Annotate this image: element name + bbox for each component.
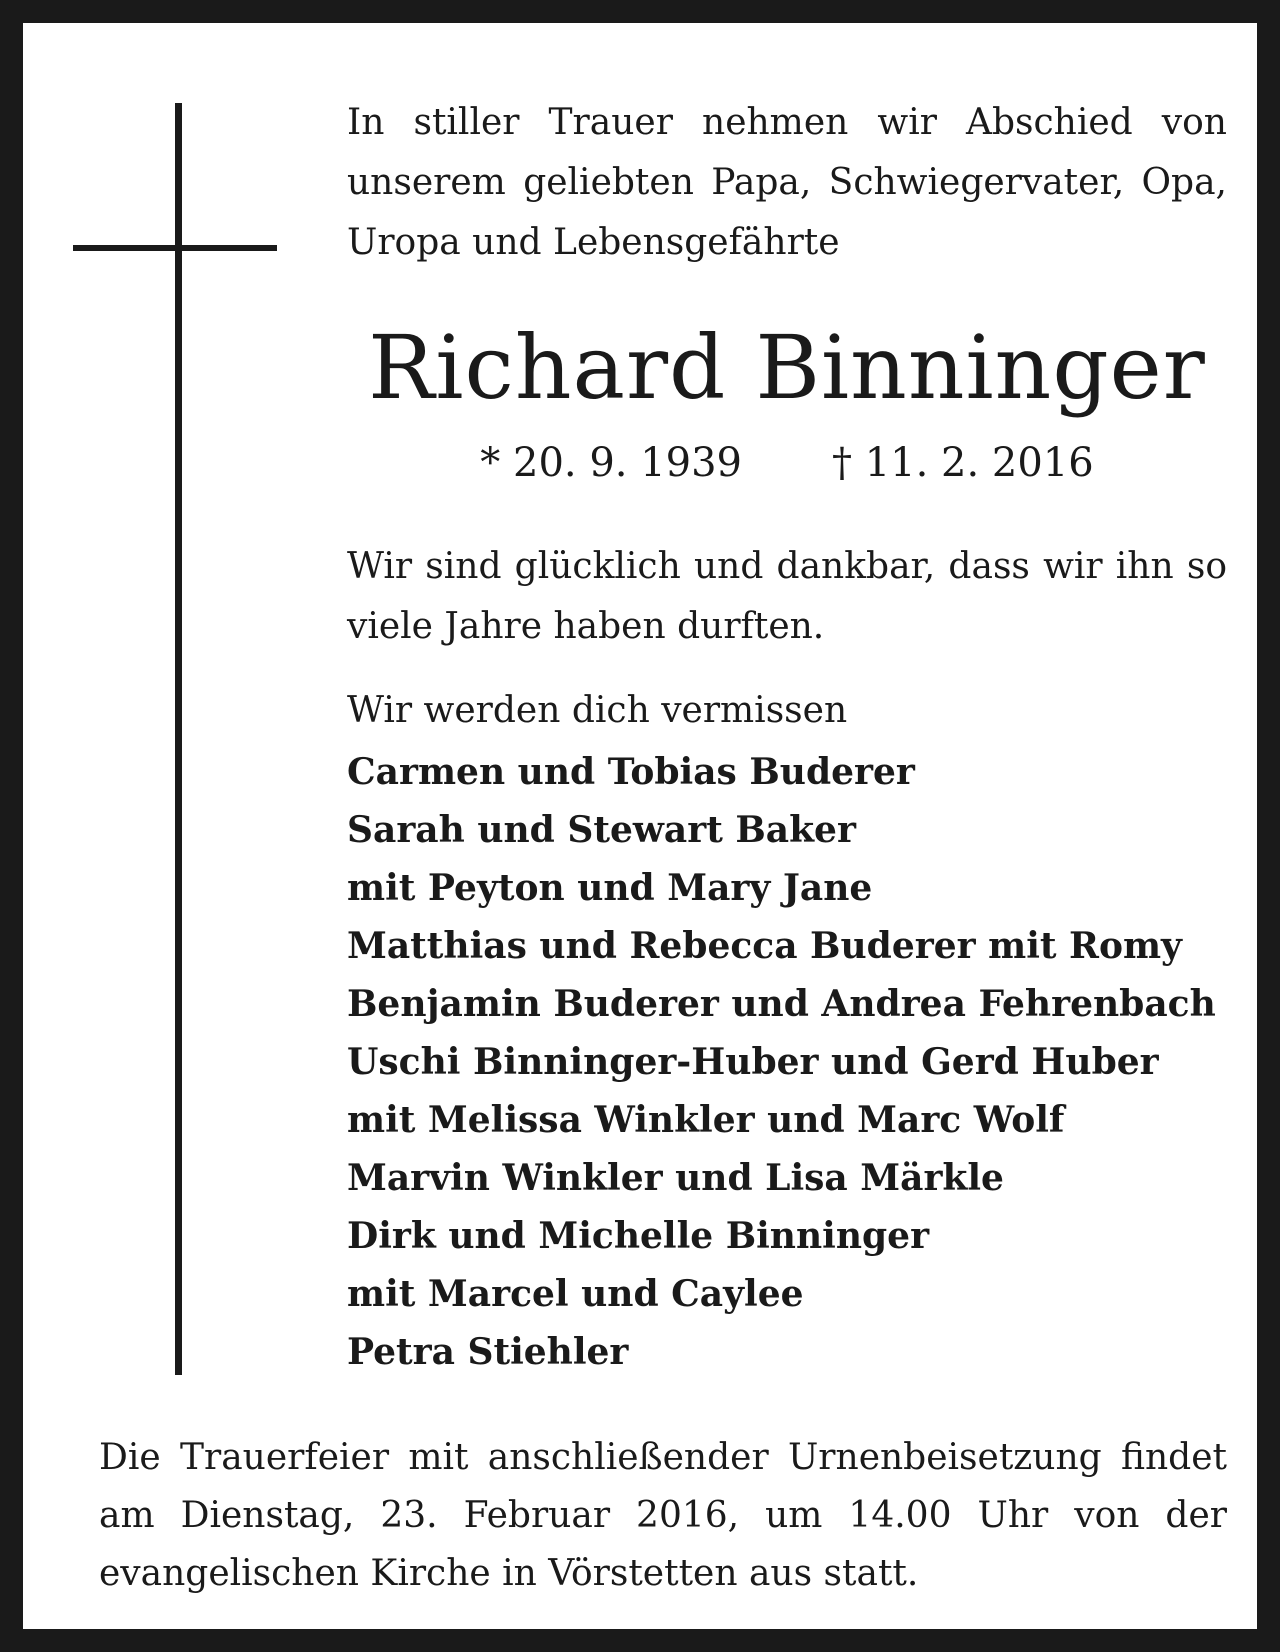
mourner-entry: mit Melissa Winkler und Marc Wolf bbox=[347, 1099, 1065, 1141]
intro-line: unserem geliebten Papa, Schwiegervater, Opa, bbox=[347, 162, 1227, 203]
mourners-list bbox=[347, 743, 1247, 1381]
life-dates bbox=[347, 433, 1227, 493]
intro-line: In stiller Trauer nehmen wir Abschied von bbox=[347, 102, 1227, 143]
gratitude-line: viele Jahre haben durften. bbox=[347, 606, 825, 647]
gratitude-paragraph bbox=[347, 537, 1227, 657]
mourner-entry: Carmen und Tobias Buderer bbox=[347, 751, 915, 793]
ceremony-line: am Dienstag, 23. Februar 2016, um 14.00 Uhr von der bbox=[99, 1495, 1227, 1536]
cross-icon-vertical-beam bbox=[175, 103, 182, 1375]
deceased-name: Richard Binninger bbox=[368, 316, 1206, 419]
ceremony-paragraph bbox=[99, 1429, 1227, 1603]
birth-date: * 20. 9. 1939 bbox=[480, 440, 742, 486]
ceremony-line: evangelischen Kirche in Vörstetten aus statt. bbox=[99, 1553, 919, 1594]
mourner-entry: Benjamin Buderer und Andrea Fehrenbach bbox=[347, 983, 1216, 1025]
mourner-entry: mit Peyton und Mary Jane bbox=[347, 867, 873, 909]
intro-line: Uropa und Lebensgefährte bbox=[347, 222, 840, 263]
mourner-entry: Dirk und Michelle Binninger bbox=[347, 1215, 930, 1257]
ceremony-line: Die Trauerfeier mit anschließender Urnenbeisetzung findet bbox=[99, 1437, 1227, 1478]
death-date: † 11. 2. 2016 bbox=[832, 440, 1094, 486]
mourner-entry: Matthias und Rebecca Buderer mit Romy bbox=[347, 925, 1182, 967]
gratitude-line: Wir sind glücklich und dankbar, dass wir ihn so bbox=[347, 546, 1227, 587]
intro-paragraph bbox=[347, 93, 1227, 273]
miss-line: Wir werden dich vermissen bbox=[347, 690, 848, 731]
mourner-entry: Marvin Winkler und Lisa Märkle bbox=[347, 1157, 1004, 1199]
mourner-entry: mit Marcel und Caylee bbox=[347, 1273, 804, 1315]
mourner-entry: Uschi Binninger-Huber und Gerd Huber bbox=[347, 1041, 1159, 1083]
cross-icon-horizontal-beam bbox=[73, 245, 277, 251]
mourner-entry: Petra Stiehler bbox=[347, 1331, 629, 1373]
mourner-entry: Sarah und Stewart Baker bbox=[347, 809, 856, 851]
